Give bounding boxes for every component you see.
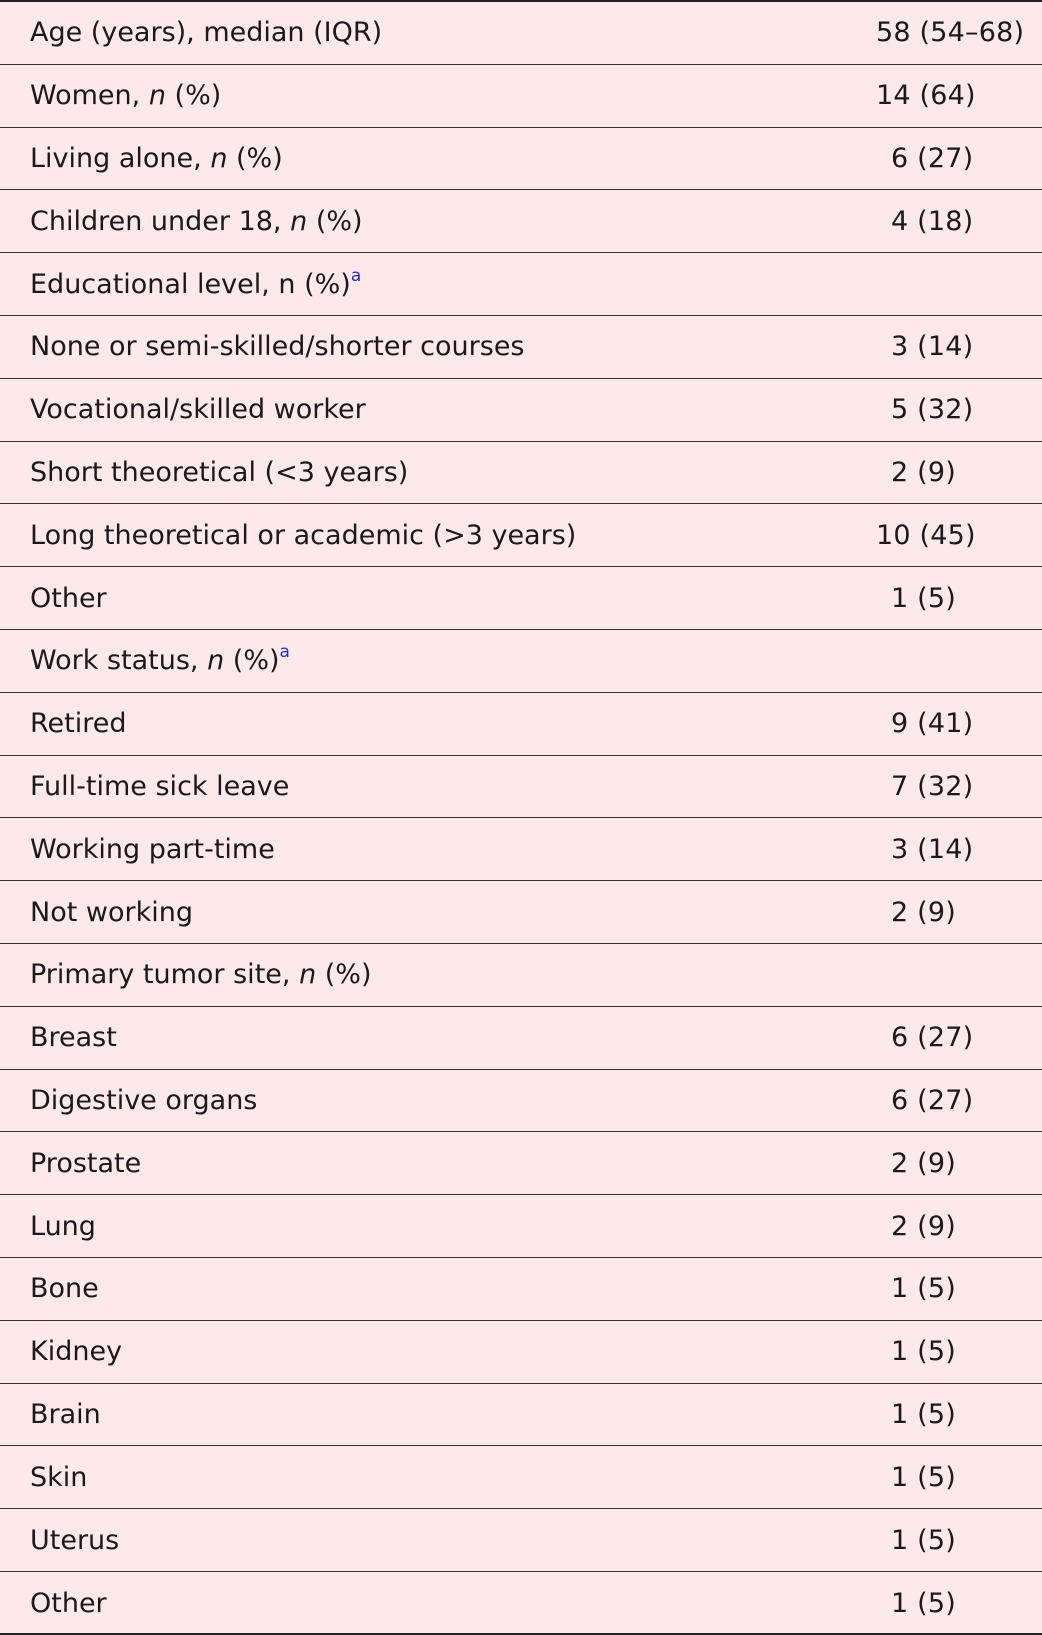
row-label: Kidney [30, 1336, 123, 1368]
table-row [0, 1070, 1042, 1133]
row-label: Breast [30, 1022, 117, 1054]
table-row [0, 1321, 1042, 1384]
row-label: Educational level, n (%)$^a$ [30, 265, 362, 300]
table-row [0, 1509, 1042, 1572]
row-value: 1 (5) [891, 1273, 957, 1305]
table-section-header [0, 630, 1042, 693]
row-value: 2 (9) [891, 1147, 957, 1179]
row-label: Digestive organs [30, 1084, 258, 1116]
row-label: Age (years), median (IQR) [30, 17, 383, 49]
row-label: Brain [30, 1398, 101, 1430]
table-row [0, 316, 1042, 379]
table-row [0, 693, 1042, 756]
row-value: 7 (32) [891, 770, 974, 802]
row-value: 1 (5) [891, 1461, 957, 1493]
table-row [0, 756, 1042, 819]
table-row [0, 1572, 1042, 1635]
row-value: 5 (32) [891, 394, 974, 426]
table-row [0, 1446, 1042, 1509]
row-label: Women, n (%) [30, 80, 222, 112]
row-label: Short theoretical (<3 years) [30, 456, 409, 488]
table-row [0, 442, 1042, 505]
row-value: 1 (5) [891, 1524, 957, 1556]
row-value: 2 (9) [891, 456, 957, 488]
row-label: Vocational/skilled worker [30, 394, 366, 426]
table-row [0, 1132, 1042, 1195]
row-label: Prostate [30, 1147, 142, 1179]
row-value: 6 (27) [891, 142, 974, 174]
row-label: Not working [30, 896, 193, 928]
row-label: Retired [30, 708, 127, 740]
row-label: Full-time sick leave [30, 770, 290, 802]
table-row [0, 881, 1042, 944]
table-row [0, 190, 1042, 253]
footnote-marker: a [350, 265, 362, 286]
row-value: 2 (9) [891, 896, 957, 928]
row-value: 1 (5) [891, 1398, 957, 1430]
row-label: Work status, n (%)$^a$ [30, 642, 290, 677]
row-value: 2 (9) [891, 1210, 957, 1242]
row-label: Primary tumor site, n (%) [30, 959, 372, 991]
row-label: Working part-time [30, 833, 275, 865]
row-value: 6 (27) [891, 1084, 974, 1116]
row-value: 1 (5) [891, 1336, 957, 1368]
table-row [0, 818, 1042, 881]
row-label: Skin [30, 1461, 88, 1493]
row-label: Long theoretical or academic (>3 years) [30, 519, 577, 551]
table-row [0, 504, 1042, 567]
row-value: 3 (14) [891, 331, 974, 363]
table-row [0, 1007, 1042, 1070]
row-value: 1 (5) [891, 582, 957, 614]
table-row [0, 65, 1042, 128]
table-row [0, 567, 1042, 630]
row-label: None or semi-skilled/shorter courses [30, 331, 525, 363]
table-row [0, 2, 1042, 65]
row-label: Other [30, 582, 107, 614]
row-label: Children under 18, n (%) [30, 205, 363, 237]
row-value: 14 (64) [876, 80, 976, 112]
table-section-header [0, 944, 1042, 1007]
table-section-header [0, 253, 1042, 316]
row-value: 9 (41) [891, 708, 974, 740]
table-row [0, 1384, 1042, 1447]
row-label: Living alone, n (%) [30, 142, 283, 174]
row-value: 10 (45) [876, 519, 976, 551]
row-value: 6 (27) [891, 1022, 974, 1054]
table-row [0, 128, 1042, 191]
table-row [0, 379, 1042, 442]
row-value: 4 (18) [891, 205, 974, 237]
row-label: Lung [30, 1210, 96, 1242]
row-label: Other [30, 1587, 107, 1619]
table-row [0, 1258, 1042, 1321]
row-value: 3 (14) [891, 833, 974, 865]
row-label: Uterus [30, 1524, 120, 1556]
row-value: 58 (54–68) [876, 17, 1025, 49]
table-row [0, 1195, 1042, 1258]
row-label: Bone [30, 1273, 99, 1305]
row-value: 1 (5) [891, 1587, 957, 1619]
footnote-marker: a [279, 642, 290, 663]
